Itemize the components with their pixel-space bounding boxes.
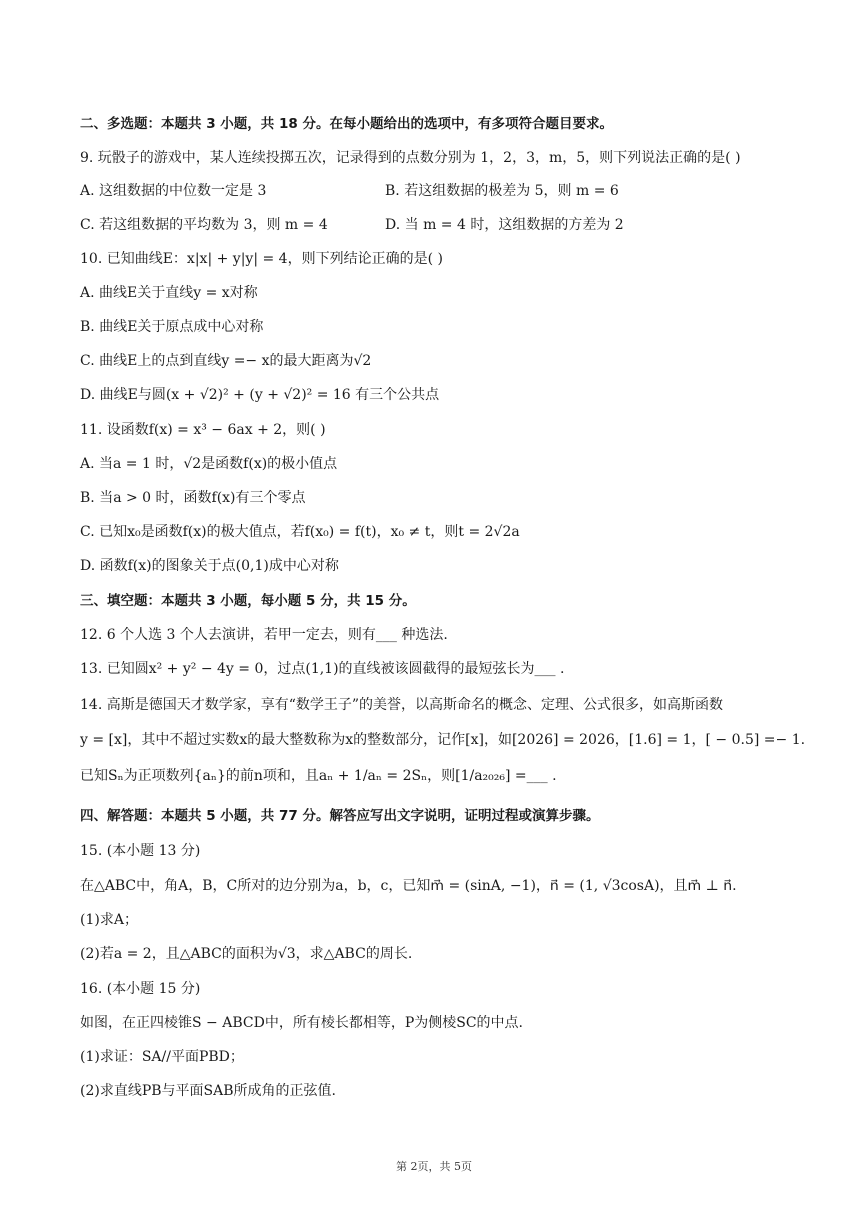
question-9-option-c: C. 若这组数据的平均数为 3，则 m = 4 — [80, 217, 328, 233]
question-11-option-d: D. 函数f(x)的图象关于点(0,1)成中心对称 — [80, 558, 339, 574]
question-10-stem: 10. 已知曲线E：x|x| + y|y| = 4，则下列结论正确的是( ) — [80, 251, 443, 267]
question-15-stem: 在△ABC中，角A，B，C所对的边分别为a，b，c，已知m⃗ = (sinA, −1)，n⃗ = (1, √3cosA)，且m⃗ ⊥ n⃗. — [80, 878, 737, 894]
question-14-line-2: y = [x]，其中不超过实数x的最大整数称为x的整数部分，记作[x]，如[2026] = 2026，[1.6] = 1，[ − 0.5] =− 1. — [80, 732, 806, 748]
section-heading-fill-in: 三、填空题：本题共 3 小题，每小题 5 分，共 15 分。 — [80, 593, 416, 609]
question-15-part-1: (1)求A； — [80, 912, 138, 928]
question-16-title: 16. (本小题 15 分) — [80, 981, 201, 997]
question-14-line-3: 已知Sₙ为正项数列{aₙ}的前n项和，且aₙ + 1/aₙ = 2Sₙ，则[1/a₂₀₂₆] =___ . — [80, 768, 557, 784]
question-11-stem: 11. 设函数f(x) = x³ − 6ax + 2，则( ) — [80, 422, 326, 438]
question-11-option-c: C. 已知x₀是函数f(x)的极大值点，若f(x₀) = f(t)，x₀ ≠ t，则t = 2√2a — [80, 524, 520, 540]
question-11-option-b: B. 当a > 0 时，函数f(x)有三个零点 — [80, 490, 306, 506]
question-9-stem: 9. 玩骰子的游戏中，某人连续投掷五次，记录得到的点数分别为 1，2，3，m，5，则下列说法正确的是( ) — [80, 150, 741, 166]
question-10-option-d: D. 曲线E与圆(x + √2)² + (y + √2)² = 16 有三个公共点 — [80, 387, 440, 403]
question-16-part-2: (2)求直线PB与平面SAB所成角的正弦值. — [80, 1083, 336, 1099]
question-11-option-a: A. 当a = 1 时，√2是函数f(x)的极小值点 — [80, 456, 338, 472]
question-10-option-b: B. 曲线E关于原点成中心对称 — [80, 319, 264, 335]
section-heading-solutions: 四、解答题：本题共 5 小题，共 77 分。解答应写出文字说明，证明过程或演算步骤。 — [80, 808, 600, 824]
question-15-title: 15. (本小题 13 分) — [80, 843, 201, 859]
question-15-part-2: (2)若a = 2，且△ABC的面积为√3，求△ABC的周长. — [80, 946, 413, 962]
question-10-option-c: C. 曲线E上的点到直线y =− x的最大距离为√2 — [80, 353, 372, 369]
question-12: 12. 6 个人选 3 个人去演讲，若甲一定去，则有___ 种选法. — [80, 627, 448, 643]
question-16-stem: 如图，在正四棱锥S − ABCD中，所有棱长都相等，P为侧棱SC的中点. — [80, 1015, 523, 1031]
section-heading-multiple-choice: 二、多选题：本题共 3 小题，共 18 分。在每小题给出的选项中，有多项符合题目要求。 — [80, 116, 613, 132]
question-10-option-a: A. 曲线E关于直线y = x对称 — [80, 285, 258, 301]
question-13: 13. 已知圆x² + y² − 4y = 0，过点(1,1)的直线被该圆截得的最短弦长为___ . — [80, 661, 565, 677]
question-16-part-1: (1)求证：SA//平面PBD； — [80, 1049, 244, 1065]
question-9-option-b: B. 若这组数据的极差为 5，则 m = 6 — [385, 183, 619, 199]
question-9-option-a: A. 这组数据的中位数一定是 3 — [80, 183, 267, 199]
question-14-line-1: 14. 高斯是德国天才数学家，享有“数学王子”的美誉，以高斯命名的概念、定理、公式很多，如高斯函数 — [80, 697, 724, 713]
question-9-option-d: D. 当 m = 4 时，这组数据的方差为 2 — [385, 217, 624, 233]
page-footer: 第 2页，共 5页 — [396, 1160, 472, 1173]
